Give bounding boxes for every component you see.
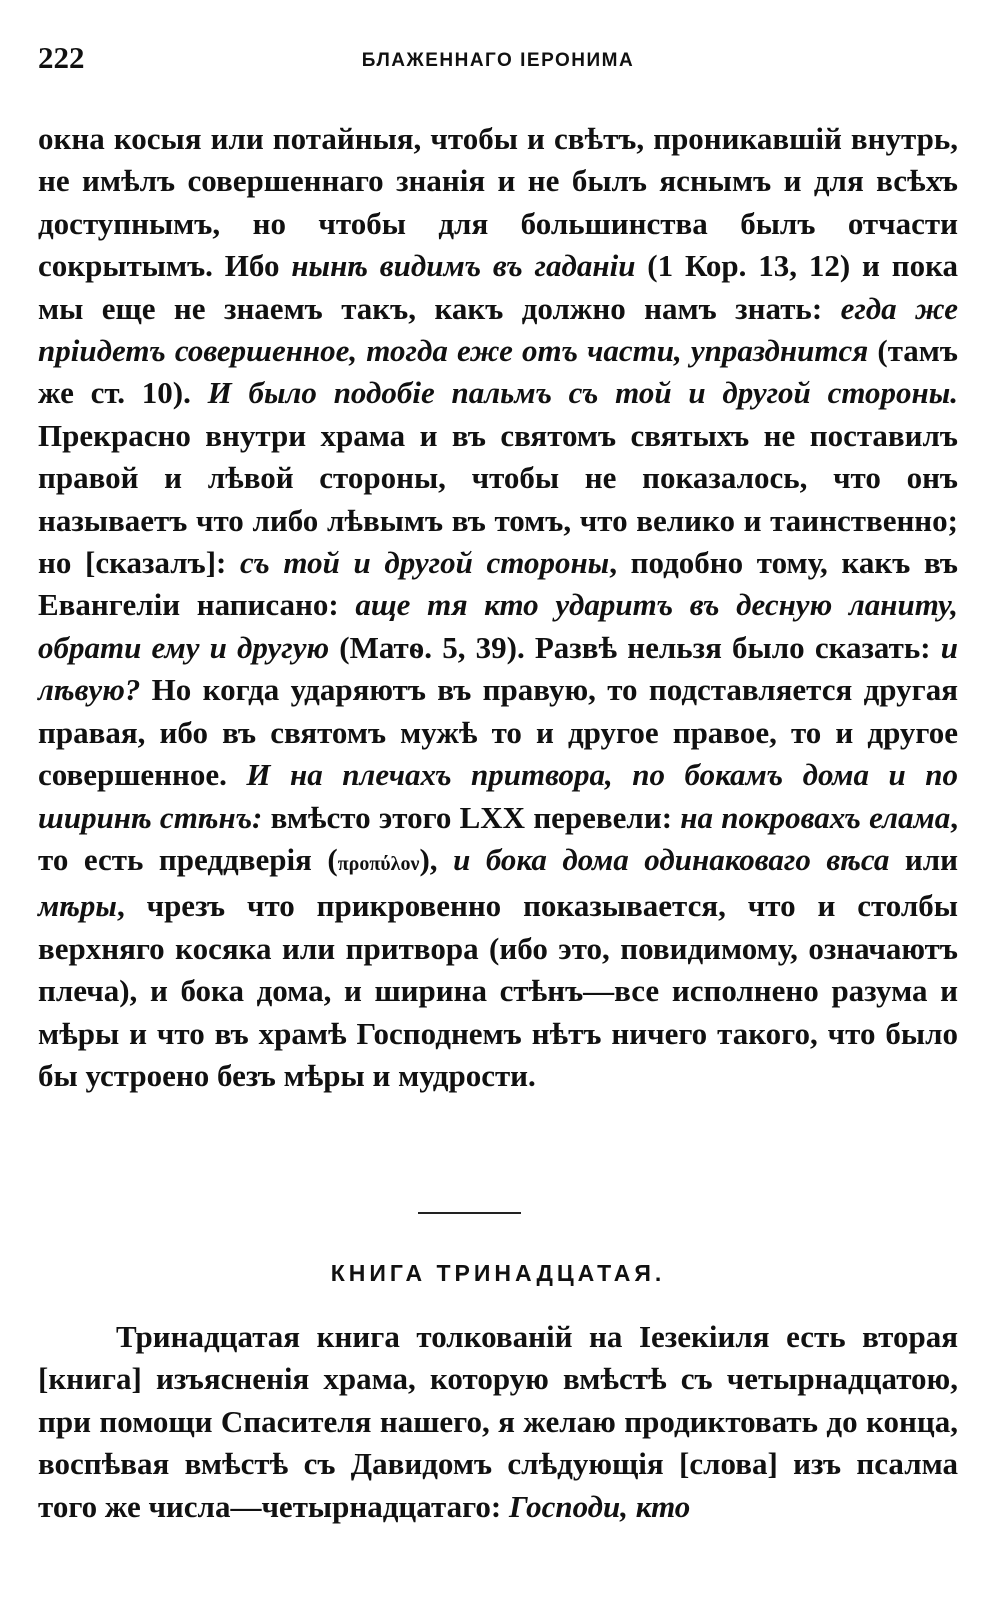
text-run: , подобно тому, какъ въ Евангеліи написано: [38, 545, 958, 623]
italic-quote: на покровахъ елама [680, 799, 951, 835]
text-run: (1 Кор. 13, 12) и пока мы еще не знаемъ такъ, какъ должно намъ знать: [38, 248, 959, 326]
italic-quote: мѣры [38, 888, 117, 924]
text-run: Прекрасно внутри храма и въ святомъ святыхъ не поставилъ правой и лѣвой стороны, чтобы не показалось, что онъ называетъ что либо лѣвымъ въ томъ, что велико и таинственно; но [сказалъ]: [38, 417, 958, 581]
italic-quote: и лѣвую? [38, 629, 958, 708]
italic-quote: И было подобіе пальмъ съ той и другой стороны. [207, 375, 959, 411]
paragraph [38, 118, 958, 1097]
italic-quote: Господи, кто [508, 1488, 691, 1524]
italic-quote: и бока дома одинаковаго вѣса [453, 841, 890, 877]
text-run: (тамъ же ст. 10). [38, 333, 958, 411]
text-run: Тринадцатая книга толкованій на Іезекіиля есть вторая [книга] изъясненія храма, которую вмѣстѣ съ четырнадцатою, при помощи Спасителя нашего, я желаю продиктовать до конца, воспѣвая вмѣстѣ съ Давидомъ слѣдующія [слова] изъ псалма того же числа—четырнадцатаго: [38, 1319, 958, 1524]
main-text [38, 118, 958, 1097]
greek-word: προπύλον [337, 852, 420, 875]
section-divider [418, 1212, 521, 1214]
text-run: или [889, 841, 958, 877]
text-run: вмѣсто этого LXX перевели: [262, 799, 681, 835]
text-run: (Матѳ. 5, 39). Развѣ нельзя было сказать: [329, 629, 941, 665]
italic-quote: съ той и другой стороны [240, 545, 610, 581]
section-heading: КНИГА ТРИНАДЦАТАЯ. [330, 1260, 666, 1286]
text-run: , чрезъ что прикровенно показывается, что и столбы верхняго косяка или притвора (ибо это, повидимому, означаютъ плеча), и бока дома, и ширина стѣнъ—все исполнено разума и мѣры и что въ храмѣ Господнемъ нѣтъ ничего такого, что было бы устроено безъ мѣры и мудрости. [38, 888, 958, 1093]
italic-quote: аще тя кто ударитъ въ десную ланиту, обрати ему и другую [38, 587, 959, 665]
italic-quote: И на плечахъ притвора, по бокамъ дома и по ширинѣ стѣнъ: [38, 757, 958, 835]
text-run: , то есть преддверія ( [38, 799, 958, 877]
text-run: Но когда ударяютъ въ правую, то подставляется другая правая, ибо въ святомъ мужѣ то и другое правое, то и другое совершенное. [38, 672, 958, 793]
paragraph [38, 1316, 958, 1528]
page-number: 222 [38, 40, 85, 75]
page-header [38, 40, 958, 80]
text-run: окна косыя или потайныя, чтобы и свѣтъ, проникавшій внутрь, не имѣлъ совершеннаго знанія и не былъ яснымъ и для всѣхъ доступнымъ, но чтобы для большинства былъ отчасти сокрытымъ. Ибо [38, 121, 958, 284]
italic-quote: егда же пріидетъ совершенное, тогда еже отъ части, упразднится [38, 290, 958, 369]
italic-quote: нынѣ видимъ въ гаданіи [291, 248, 636, 284]
section-text [38, 1316, 958, 1528]
running-title: БЛАЖЕННАГО ІЕРОНИМА [361, 50, 635, 71]
text-run: ), [419, 841, 454, 877]
